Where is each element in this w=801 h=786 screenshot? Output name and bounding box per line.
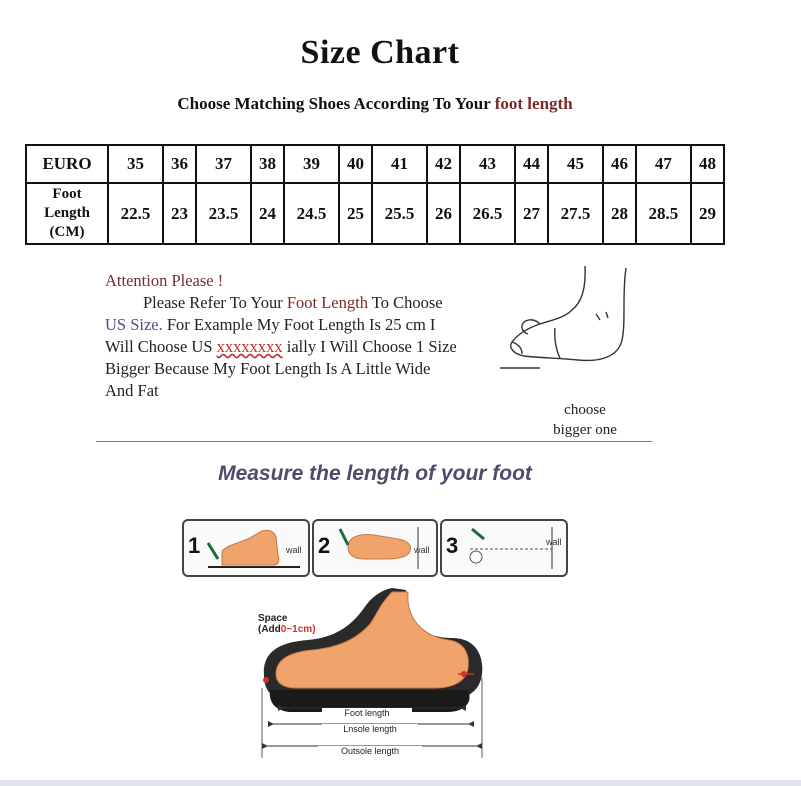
foot-length-cell: 22.5 [108, 183, 163, 244]
measure-step-2 [312, 519, 438, 577]
foot-length-cell: 29 [691, 183, 724, 244]
attention-highlight: Foot Length [286, 293, 368, 312]
attention-text: For Example My Foot Length Is 25 cm I [162, 315, 436, 334]
foot-length-header-line: (CM) [49, 224, 85, 240]
measure-step-3 [440, 519, 568, 577]
euro-header: EURO [26, 145, 108, 183]
foot-length-cell: 25.5 [372, 183, 427, 244]
attention-text: Please Refer To Your [143, 293, 287, 312]
foot-sketch-caption [545, 400, 625, 440]
euro-size-cell: 35 [108, 145, 163, 183]
euro-size-cell: 48 [691, 145, 724, 183]
attention-line [105, 336, 515, 358]
step-number: 3 [446, 533, 459, 558]
euro-size-cell: 37 [196, 145, 251, 183]
euro-size-cell: 46 [603, 145, 636, 183]
step-number: 1 [188, 533, 201, 558]
euro-size-cell: 38 [251, 145, 284, 183]
ruler-icon [462, 525, 562, 571]
foot-length-header-line: Length [44, 205, 90, 221]
foot-length-cell: 27 [515, 183, 548, 244]
foot-length-cell: 26.5 [460, 183, 515, 244]
attention-text: Will Choose US [105, 337, 217, 356]
caption-line: bigger one [553, 422, 617, 438]
foot-length-dimension: Foot length [322, 708, 412, 718]
euro-size-cell: 39 [284, 145, 339, 183]
attention-line: And Fat [105, 381, 159, 400]
outsole-length-dimension: Outsole length [318, 746, 422, 756]
foot-length-cell: 28.5 [636, 183, 691, 244]
euro-size-cell: 47 [636, 145, 691, 183]
attention-heading: Attention Please ! [105, 271, 224, 290]
attention-line: Bigger Because My Foot Length Is A Little Wide [105, 359, 431, 378]
attention-note [105, 270, 515, 402]
euro-size-cell: 45 [548, 145, 603, 183]
attention-text: ially I Will Choose 1 Size [282, 337, 457, 356]
measure-title: Measure the length of your foot [218, 462, 532, 485]
euro-size-cell: 42 [427, 145, 460, 183]
caption-line: choose [564, 402, 606, 418]
size-table [25, 144, 725, 245]
divider [96, 441, 652, 442]
foot-length-cell: 24 [251, 183, 284, 244]
foot-length-cell: 23 [163, 183, 196, 244]
euro-size-cell: 44 [515, 145, 548, 183]
bottom-strip [0, 780, 801, 786]
foot-length-cell: 24.5 [284, 183, 339, 244]
euro-size-cell: 36 [163, 145, 196, 183]
step-number: 2 [318, 533, 331, 558]
foot-length-cell: 23.5 [196, 183, 251, 244]
attention-placeholder: xxxxxxxx [216, 337, 283, 356]
attention-text: To Choose [367, 293, 443, 312]
space-label: Space [258, 613, 288, 624]
insole-length-dimension: Lnsole length [322, 724, 418, 734]
attention-line [105, 314, 515, 336]
wall-label: wall [286, 545, 302, 555]
space-add-value: 0~1cm) [280, 624, 316, 635]
attention-highlight: US Size. [105, 315, 163, 334]
space-add-label [258, 624, 316, 635]
subtitle-highlight: foot length [494, 94, 573, 113]
subtitle [0, 94, 750, 114]
foot-length-cell: 28 [603, 183, 636, 244]
shoe-diagram [252, 578, 492, 766]
euro-row [26, 145, 724, 183]
foot-sketch-icon [500, 258, 640, 378]
euro-size-cell: 41 [372, 145, 427, 183]
foot-length-cell: 27.5 [548, 183, 603, 244]
euro-size-cell: 40 [339, 145, 372, 183]
measure-step-1 [182, 519, 310, 577]
foot-length-header-line: Foot [52, 186, 82, 202]
attention-line [105, 292, 515, 314]
euro-size-cell: 43 [460, 145, 515, 183]
page-title: Size Chart [300, 34, 460, 71]
space-add-prefix: (Add [258, 624, 281, 635]
subtitle-prefix: Choose Matching Shoes According To Your [177, 94, 495, 113]
foot-length-header [26, 183, 108, 244]
foot-length-row [26, 183, 724, 244]
wall-label: wall [546, 537, 562, 547]
foot-length-cell: 25 [339, 183, 372, 244]
wall-label: wall [414, 545, 430, 555]
foot-length-cell: 26 [427, 183, 460, 244]
